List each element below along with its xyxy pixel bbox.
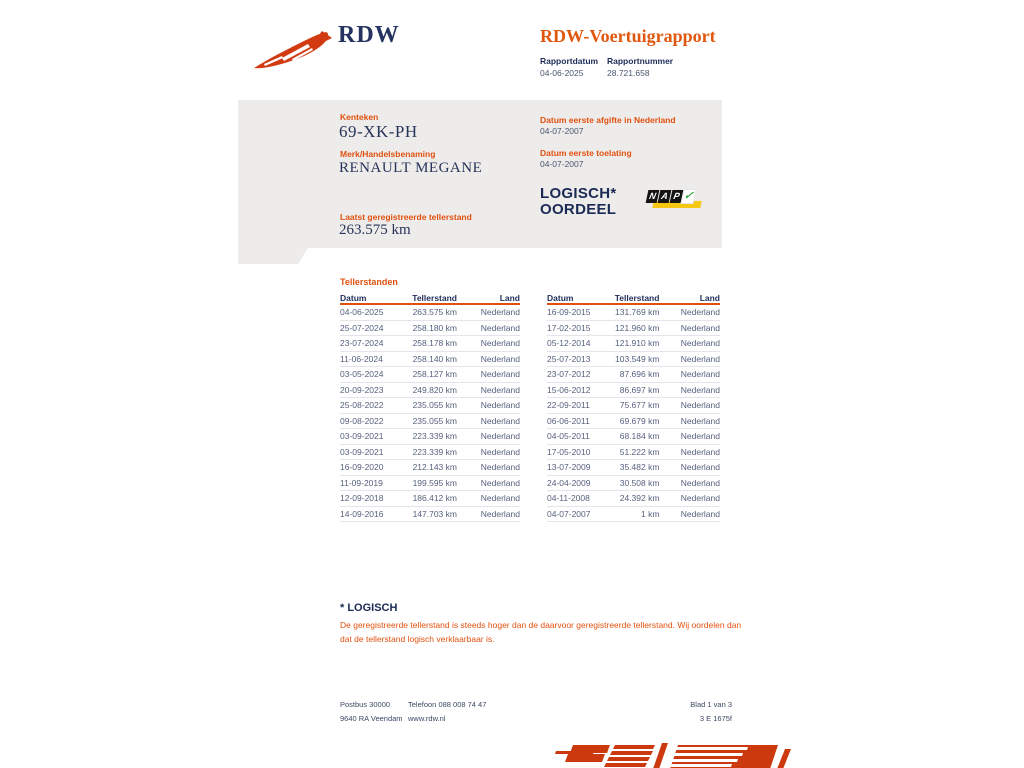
cell-tellerstand: 186.412 km [412,493,457,503]
cell-tellerstand: 199.595 km [412,477,457,488]
oordeel-line2: OORDEEL [540,201,617,218]
kenteken-value: 69-XK-PH [339,122,418,141]
table-row [340,305,520,321]
table-row [547,383,720,399]
cell-tellerstand: 1 km [641,508,660,519]
laatste-tellerstand-value: 263.575 km [339,222,411,238]
table-row [340,414,520,430]
cell-datum: 11-09-2019 [340,477,383,488]
cell-land: Nederland [480,431,520,441]
footer-city: 9640 RA Veendam [340,714,403,723]
table-row [340,491,520,507]
cell-tellerstand: 249.820 km [412,384,457,395]
cell-datum: 04-05-2011 [547,431,590,441]
table-row [547,305,720,321]
eerste-toelating-value: 04-07-2007 [540,159,584,169]
cell-datum: 12-09-2018 [340,493,384,503]
tellerstanden-title: Tellerstanden [340,277,398,287]
col-header-datum: Datum [547,293,574,303]
report-date-label: Rapportdatum [540,56,599,66]
table-row [340,507,520,523]
cell-tellerstand: 30.508 km [619,477,660,488]
cell-land: Nederland [680,322,720,333]
footnote-line1: De geregistreerde tellerstand is steeds hoger dan de daarvoor geregistreerde tellerstand. Wij oordelen dan [340,620,742,630]
cell-land: Nederland [680,307,720,317]
cell-datum: 13-07-2009 [547,462,591,472]
cell-tellerstand: 69.679 km [619,415,660,426]
nap-logo [647,186,703,208]
cell-tellerstand: 131.769 km [615,307,660,317]
rdw-feather-logo-icon [252,26,334,70]
table-row [340,321,520,337]
table-row [547,491,720,507]
cell-datum: 16-09-2020 [340,462,384,472]
cell-tellerstand: 87.696 km [619,369,660,379]
cell-land: Nederland [480,307,520,317]
table-row [340,336,520,352]
cell-tellerstand: 68.184 km [619,431,660,441]
report-date-value: 04-06-2025 [540,68,584,78]
cell-tellerstand: 223.339 km [412,431,457,441]
tellerstanden-table-right [547,291,720,522]
cell-tellerstand: 223.339 km [412,446,457,457]
table-row [340,352,520,368]
cell-tellerstand: 258.180 km [412,322,457,333]
col-header-land: Land [699,293,720,303]
cell-datum: 03-09-2021 [340,431,384,441]
table-row [340,383,520,399]
nap-letter-a: A [658,190,672,203]
cell-datum: 24-04-2009 [547,477,591,488]
page-title: RDW-Voertuigrapport [540,26,716,46]
cell-land: Nederland [480,369,520,379]
cell-land: Nederland [680,431,720,441]
vehicle-summary-panel-tab [238,248,308,264]
cell-tellerstand: 258.178 km [412,338,457,348]
bottom-decoration-stripes [545,741,795,768]
cell-tellerstand: 235.055 km [412,400,457,410]
table-row [340,445,520,461]
cell-land: Nederland [680,384,720,395]
nap-letter-p: P [670,190,684,203]
cell-land: Nederland [480,338,520,348]
cell-tellerstand: 212.143 km [412,462,457,472]
report-number-label: Rapportnummer [607,56,674,66]
table-row [547,367,720,383]
cell-land: Nederland [480,462,520,472]
table-row [547,398,720,414]
table-row [340,460,520,476]
cell-tellerstand: 121.960 km [615,322,660,333]
eerste-afgifte-label: Datum eerste afgifte in Nederland [540,115,676,125]
cell-land: Nederland [680,415,720,426]
footer-website: www.rdw.nl [408,714,446,723]
cell-datum: 15-06-2012 [547,384,591,395]
cell-tellerstand: 51.222 km [619,446,660,457]
cell-land: Nederland [480,322,520,333]
table-row [547,460,720,476]
col-header-datum: Datum [340,293,367,303]
footer-phone: Telefoon 088 008 74 47 [408,700,487,709]
cell-tellerstand: 258.140 km [412,353,457,364]
cell-datum: 04-11-2008 [547,493,590,503]
table-row [547,429,720,445]
report-number-value: 28.721.658 [607,68,650,78]
cell-datum: 17-02-2015 [547,322,591,333]
table-row [547,507,720,523]
col-header-tellerstand: Tellerstand [412,293,457,303]
cell-datum: 03-05-2024 [340,369,384,379]
cell-datum: 25-07-2013 [547,353,591,364]
cell-datum: 14-09-2016 [340,508,384,519]
cell-land: Nederland [480,508,520,519]
nap-check-icon: ✓ [682,190,695,202]
oordeel-line1: LOGISCH* [540,185,617,202]
cell-datum: 05-12-2014 [547,338,591,348]
cell-datum: 04-06-2025 [340,307,384,317]
cell-datum: 11-06-2024 [340,353,383,364]
cell-land: Nederland [480,493,520,503]
eerste-toelating-label: Datum eerste toelating [540,148,632,158]
cell-tellerstand: 121.910 km [615,338,660,348]
cell-tellerstand: 258.127 km [412,369,457,379]
table-row [547,352,720,368]
cell-tellerstand: 235.055 km [412,415,457,426]
cell-land: Nederland [680,353,720,364]
table-header-row [547,291,720,305]
cell-land: Nederland [680,369,720,379]
tellerstanden-table-left [340,291,520,522]
cell-land: Nederland [680,493,720,503]
cell-datum: 25-08-2022 [340,400,384,410]
cell-datum: 20-09-2023 [340,384,384,395]
nap-letter-n: N [646,190,660,203]
cell-datum: 06-06-2011 [547,415,590,426]
cell-land: Nederland [480,353,520,364]
table-row [547,336,720,352]
col-header-land: Land [499,293,520,303]
table-row [547,414,720,430]
cell-land: Nederland [680,508,720,519]
cell-land: Nederland [680,400,720,410]
footer-form-code: 3 E 1675f [699,714,732,723]
cell-tellerstand: 147.703 km [412,508,457,519]
cell-tellerstand: 75.677 km [619,400,660,410]
table-row [547,321,720,337]
cell-land: Nederland [680,446,720,457]
footnote-line2: dat de tellerstand logisch verklaarbaar is. [340,634,495,644]
merk-value: RENAULT MEGANE [339,160,483,176]
table-row [340,429,520,445]
table-header-row [340,291,520,305]
cell-tellerstand: 35.482 km [619,462,660,472]
cell-datum: 25-07-2024 [340,322,384,333]
cell-tellerstand: 86.697 km [619,384,660,395]
table-row [547,476,720,492]
cell-land: Nederland [480,446,520,457]
cell-tellerstand: 24.392 km [619,493,660,503]
oordeel-text [540,186,617,218]
cell-datum: 04-07-2007 [547,508,591,519]
table-row [340,367,520,383]
laatste-tellerstand-label: Laatst geregistreerde tellerstand [340,212,472,222]
cell-land: Nederland [480,477,520,488]
cell-land: Nederland [480,400,520,410]
footnote-text [340,618,750,646]
col-header-tellerstand: Tellerstand [614,293,660,303]
cell-datum: 22-09-2011 [547,400,590,410]
cell-datum: 09-08-2022 [340,415,384,426]
cell-tellerstand: 263.575 km [412,307,457,317]
cell-datum: 03-09-2021 [340,446,384,457]
cell-datum: 16-09-2015 [547,307,591,317]
cell-datum: 23-07-2012 [547,369,591,379]
table-row [340,398,520,414]
table-row [547,445,720,461]
cell-land: Nederland [680,462,720,472]
cell-datum: 17-05-2010 [547,446,591,457]
footnote-heading: * LOGISCH [340,602,398,614]
cell-land: Nederland [480,384,520,395]
footer-page-number: Blad 1 van 3 [690,700,732,709]
cell-land: Nederland [680,477,720,488]
eerste-afgifte-value: 04-07-2007 [540,126,584,136]
cell-land: Nederland [680,338,720,348]
cell-tellerstand: 103.549 km [615,353,660,364]
cell-datum: 23-07-2024 [340,338,384,348]
merk-label: Merk/Handelsbenaming [340,149,436,159]
table-row [340,476,520,492]
cell-land: Nederland [480,415,520,426]
kenteken-label: Kenteken [340,112,379,122]
rdw-wordmark: RDW [338,22,400,48]
footer-postbus: Postbus 30000 [340,700,391,709]
